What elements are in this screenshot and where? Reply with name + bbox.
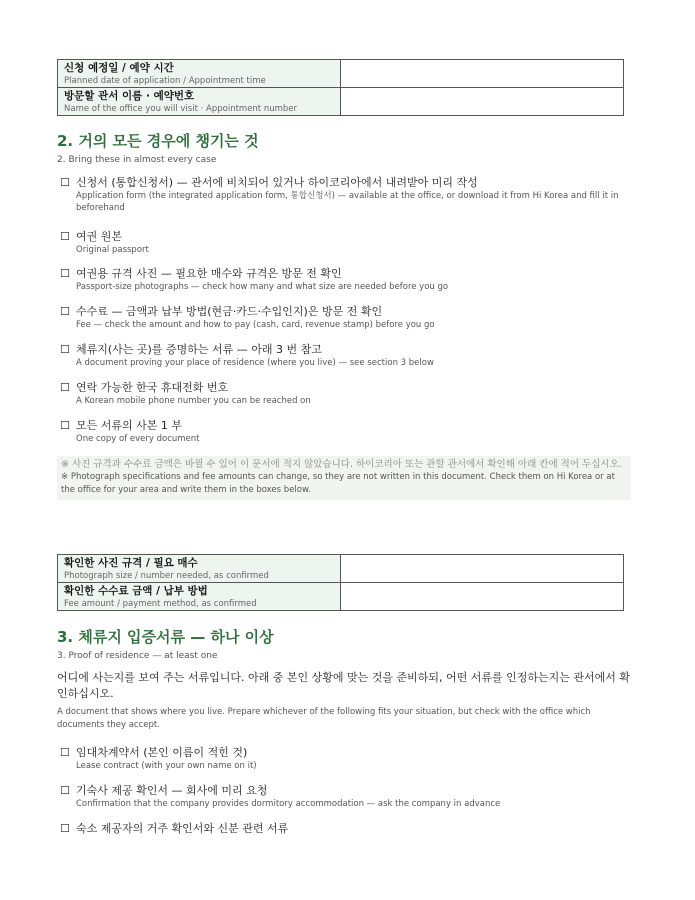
- section-3-intro-korean: 어디에 사는지를 보여 주는 서류입니다. 아래 중 본인 상황에 맞는 것을 준비하되, 어떤 서류를 인정하는지는 관서에서 확인하십시오.: [57, 671, 630, 700]
- section-3-title: 3. 체류지 입증서류 — 하나 이상: [57, 628, 274, 646]
- appointment-time-field[interactable]: [341, 60, 624, 88]
- item-korean: ☐ 여권 원본: [60, 230, 123, 243]
- item-english: Confirmation that the company provides dormitory accommodation — ask the company in advance: [76, 799, 501, 809]
- item-korean: ☐ 신청서 (통합신청서) — 관서에 비치되어 있거나 하이코리아에서 내려받아 미리 작성: [60, 176, 478, 189]
- checkbox-icon[interactable]: ☐: [60, 176, 70, 189]
- notice-english: ※ Photograph specifications and fee amounts can change, so they are not written in this document. Check them on Hi Korea or at the office for your area and write them in the boxes below.: [61, 472, 615, 495]
- checkbox-icon[interactable]: ☐: [60, 305, 70, 318]
- checkbox-icon[interactable]: ☐: [60, 746, 70, 759]
- table-row: [58, 555, 624, 583]
- checklist-item[interactable]: [60, 342, 630, 369]
- label-korean: 방문할 관서 이름 · 예약번호: [64, 90, 195, 102]
- checklist-item[interactable]: [60, 266, 630, 293]
- item-english: Original passport: [76, 245, 149, 255]
- table-label-cell: [58, 60, 341, 88]
- checklist-item[interactable]: [60, 821, 630, 836]
- table-label-cell: [58, 583, 341, 611]
- checkbox-icon[interactable]: ☐: [60, 822, 70, 835]
- checklist-item[interactable]: [60, 380, 630, 407]
- item-english: Lease contract (with your own name on it): [76, 761, 257, 771]
- label-english: Name of the office you will visit · Appointment number: [64, 104, 298, 114]
- item-english: Passport-size photographs — check how many and what size are needed before you go: [76, 282, 449, 292]
- label-korean: 신청 예정일 / 예약 시간: [64, 62, 174, 74]
- item-korean: ☐ 수수료 — 금액과 납부 방법(현금·카드·수입인지)은 방문 전 확인: [60, 305, 383, 318]
- item-english: One copy of every document: [76, 434, 200, 444]
- checklist-item[interactable]: [60, 229, 630, 256]
- photo-size-field[interactable]: [341, 555, 624, 583]
- office-name-field[interactable]: [341, 88, 624, 116]
- section-3-intro-english: A document that shows where you live. Prepare whichever of the following fits your situation, but check with the office which documents they accept.: [57, 707, 591, 730]
- notice-box: [57, 456, 631, 500]
- checkbox-icon[interactable]: ☐: [60, 784, 70, 797]
- checklist-item[interactable]: [60, 175, 630, 214]
- item-korean: ☐ 연락 가능한 한국 휴대전화 번호: [60, 381, 229, 394]
- checklist-item[interactable]: [60, 745, 630, 772]
- label-korean: 확인한 사진 규격 / 필요 매수: [64, 557, 198, 569]
- checkbox-icon[interactable]: ☐: [60, 343, 70, 356]
- checklist-item[interactable]: [60, 418, 630, 445]
- label-korean: 확인한 수수료 금액 / 납부 방법: [64, 585, 208, 597]
- checklist-item[interactable]: [60, 304, 630, 331]
- section-2-title: 2. 거의 모든 경우에 챙기는 것: [57, 132, 259, 150]
- checklist-item[interactable]: [60, 783, 630, 810]
- table-label-cell: [58, 555, 341, 583]
- item-korean: ☐ 임대차계약서 (본인 이름이 적힌 것): [60, 746, 248, 759]
- appointment-table: [57, 59, 624, 116]
- checkbox-icon[interactable]: ☐: [60, 419, 70, 432]
- confirmed-details-table: [57, 554, 624, 611]
- table-row: [58, 583, 624, 611]
- checkbox-icon[interactable]: ☐: [60, 381, 70, 394]
- item-english: Fee — check the amount and how to pay (cash, card, revenue stamp) before you go: [76, 320, 435, 330]
- table-row: [58, 60, 624, 88]
- section-2-subtitle: 2. Bring these in almost every case: [57, 155, 217, 165]
- item-korean: ☐ 체류지(사는 곳)를 증명하는 서류 — 아래 3 번 참고: [60, 343, 322, 356]
- item-korean: ☐ 모든 서류의 사본 1 부: [60, 419, 182, 432]
- label-english: Fee amount / payment method, as confirmed: [64, 599, 257, 609]
- item-korean: ☐ 여권용 규격 사진 — 필요한 매수와 규격은 방문 전 확인: [60, 267, 342, 280]
- label-english: Planned date of application / Appointment time: [64, 76, 266, 86]
- item-english: A Korean mobile phone number you can be reached on: [76, 396, 311, 406]
- section-3-subtitle: 3. Proof of residence — at least one: [57, 651, 218, 661]
- table-row: [58, 88, 624, 116]
- table-label-cell: [58, 88, 341, 116]
- label-english: Photograph size / number needed, as confirmed: [64, 571, 269, 581]
- fee-amount-field[interactable]: [341, 583, 624, 611]
- checkbox-icon[interactable]: ☐: [60, 230, 70, 243]
- item-korean: ☐ 기숙사 제공 확인서 — 회사에 미리 요청: [60, 784, 268, 797]
- checkbox-icon[interactable]: ☐: [60, 267, 70, 280]
- item-korean: ☐ 숙소 제공자의 거주 확인서와 신분 관련 서류: [60, 822, 289, 835]
- item-english: A document proving your place of residence (where you live) — see section 3 below: [76, 358, 434, 368]
- item-english: Application form (the integrated application form, 통합신청서) — available at the office, or download it from Hi Korea and fill it in beforehand: [76, 191, 619, 213]
- notice-korean: ※ 사진 규격과 수수료 금액은 바뀔 수 있어 이 문서에 적지 않았습니다. 하이코리아 또는 관할 관서에서 확인해 아래 칸에 적어 두십시오.: [61, 459, 622, 470]
